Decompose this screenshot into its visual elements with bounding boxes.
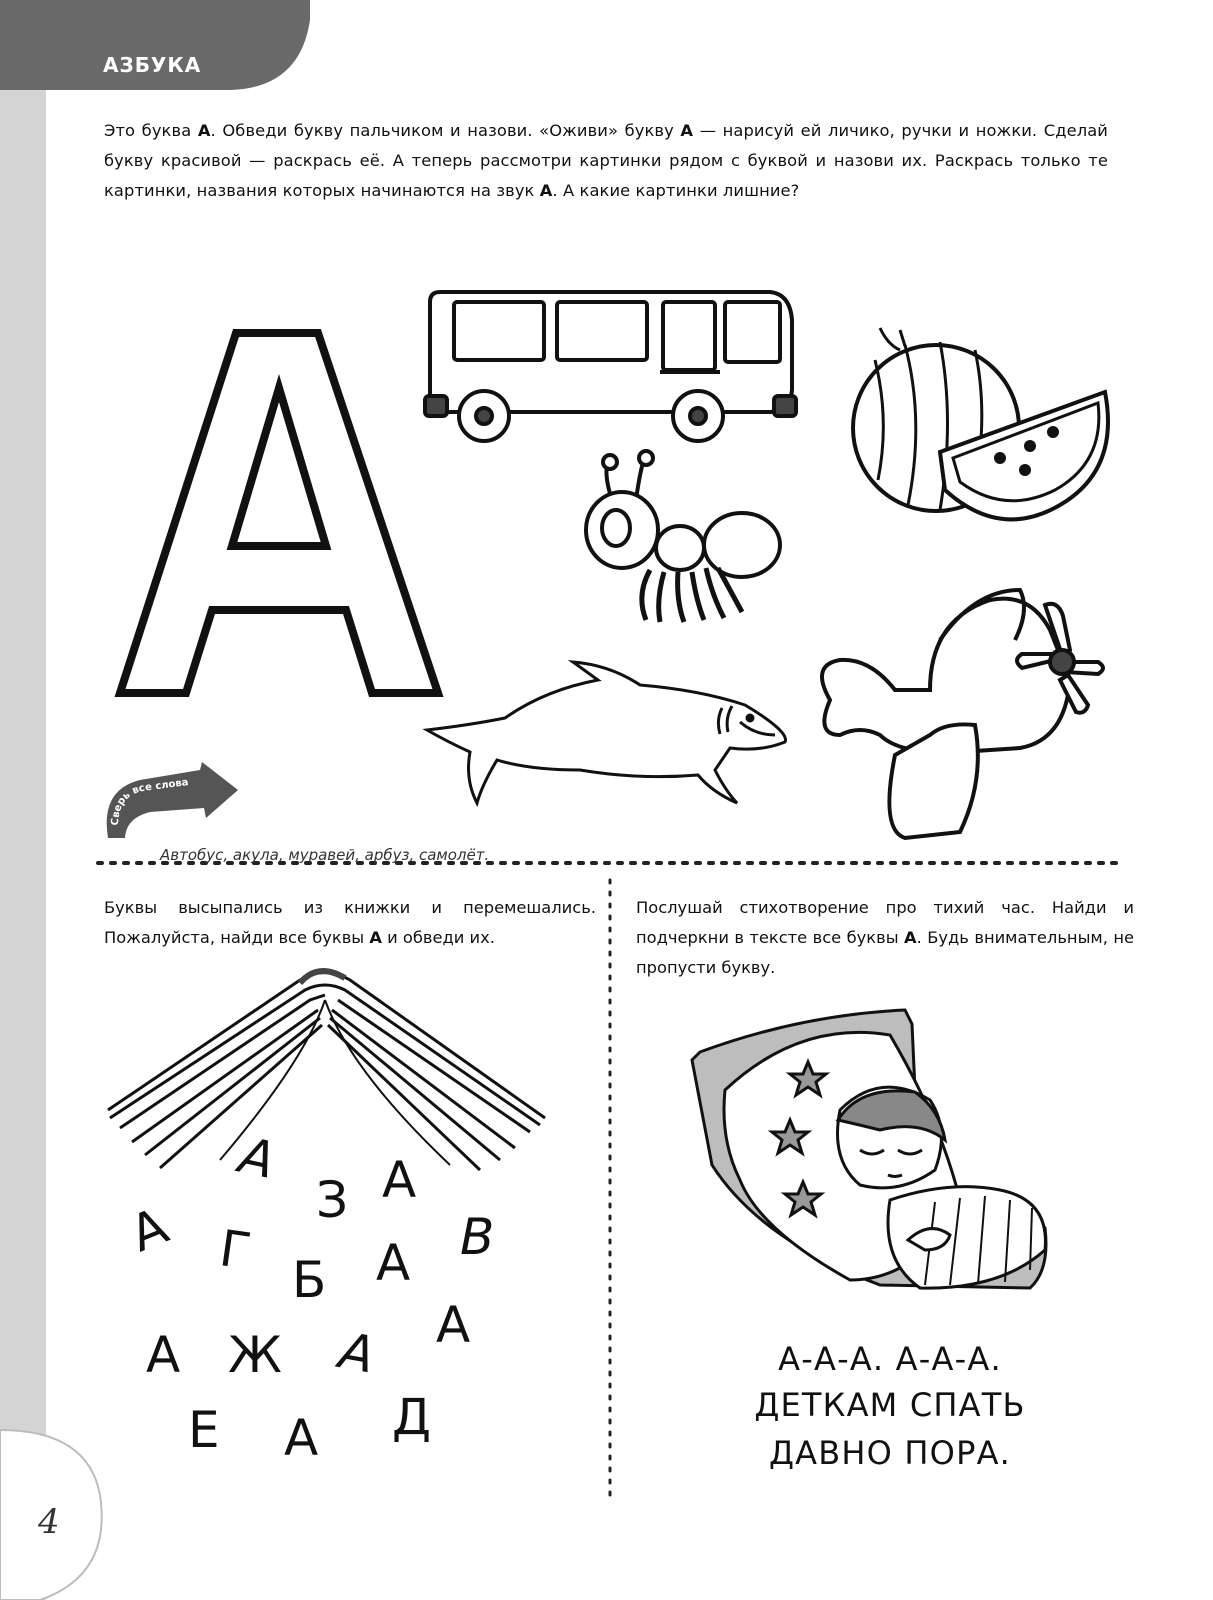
airplane-picture [822, 590, 1103, 838]
bus-picture [425, 292, 796, 441]
scattered-letter[interactable]: В [460, 1208, 495, 1266]
ant-picture [586, 451, 780, 622]
intro-text-2: . Обведи букву пальчиком и назови. «Оживи» букву [210, 121, 681, 140]
task-find-letters [104, 893, 596, 953]
scattered-letter[interactable]: Ж [228, 1326, 282, 1384]
sleeping-child-picture [692, 1010, 1046, 1288]
poem-line-1: А-А-А. А-А-А. [778, 1340, 1002, 1378]
scattered-letter[interactable]: З [316, 1171, 349, 1229]
intro-letter-1: А [197, 121, 211, 140]
page-number: 4 [38, 1502, 60, 1542]
big-letter-a [120, 333, 438, 693]
sidebar-strip [0, 90, 46, 1600]
intro-text-3: — нарисуй ей личико, ручки и ножки. Сделай букву красивой — раскрась её. А теперь рассмотри картинки рядом с буквой и назови их. Раскрась только те картинки, названия которых начинаются на звук [104, 121, 1108, 200]
poem-line-3: ДАВНО ПОРА. [768, 1434, 1012, 1472]
intro-text-4: . А какие картинки лишние? [552, 181, 800, 200]
scattered-letter[interactable]: Е [188, 1401, 220, 1459]
scattered-letter[interactable]: А [284, 1409, 319, 1467]
check-yourself-badge [107, 762, 238, 838]
task-letters-letter: А [369, 928, 382, 947]
task-poem-text-1: Послушай стихотворение про тихий час. Найди и подчеркни в тексте все буквы [636, 898, 1134, 947]
scattered-letter[interactable]: А [376, 1234, 411, 1292]
task-letters-text-1: Буквы высыпались из книжки и перемешались. Пожалуйста, найди все буквы [104, 898, 596, 947]
task-letters-text-2: и обведи их. [381, 928, 495, 947]
scattered-letter[interactable]: А [234, 1126, 280, 1190]
intro-letter-3: А [539, 181, 553, 200]
answers-text: Автобус, акула, муравей, арбуз, самолёт. [160, 846, 490, 864]
scattered-letter[interactable]: Д [392, 1388, 432, 1446]
section-title: АЗБУКА [103, 53, 202, 77]
scattered-letter[interactable]: А [382, 1151, 417, 1209]
intro-instructions [104, 116, 1108, 206]
scattered-letter[interactable]: А [146, 1326, 181, 1384]
watermelon-picture [853, 328, 1108, 519]
shark-picture [427, 662, 786, 803]
badge-label: Сверь все слова [109, 777, 190, 826]
open-book-picture [108, 971, 545, 1170]
scattered-letter[interactable]: А [436, 1296, 471, 1354]
scattered-letter[interactable]: А [335, 1321, 379, 1385]
task-poem-letter: А [904, 928, 917, 947]
task-poem-text-2: . Будь внимательным, не пропусти букву. [636, 928, 1134, 977]
poem-line-2: ДЕТКАМ СПАТЬ [754, 1386, 1026, 1424]
intro-letter-2: А [680, 121, 694, 140]
scattered-letter[interactable]: Г [216, 1219, 255, 1281]
task-poem-instructions [636, 893, 1134, 983]
scattered-letter[interactable]: Б [292, 1251, 327, 1309]
scattered-letter[interactable]: А [122, 1196, 176, 1264]
intro-text-1: Это буква [104, 121, 198, 140]
